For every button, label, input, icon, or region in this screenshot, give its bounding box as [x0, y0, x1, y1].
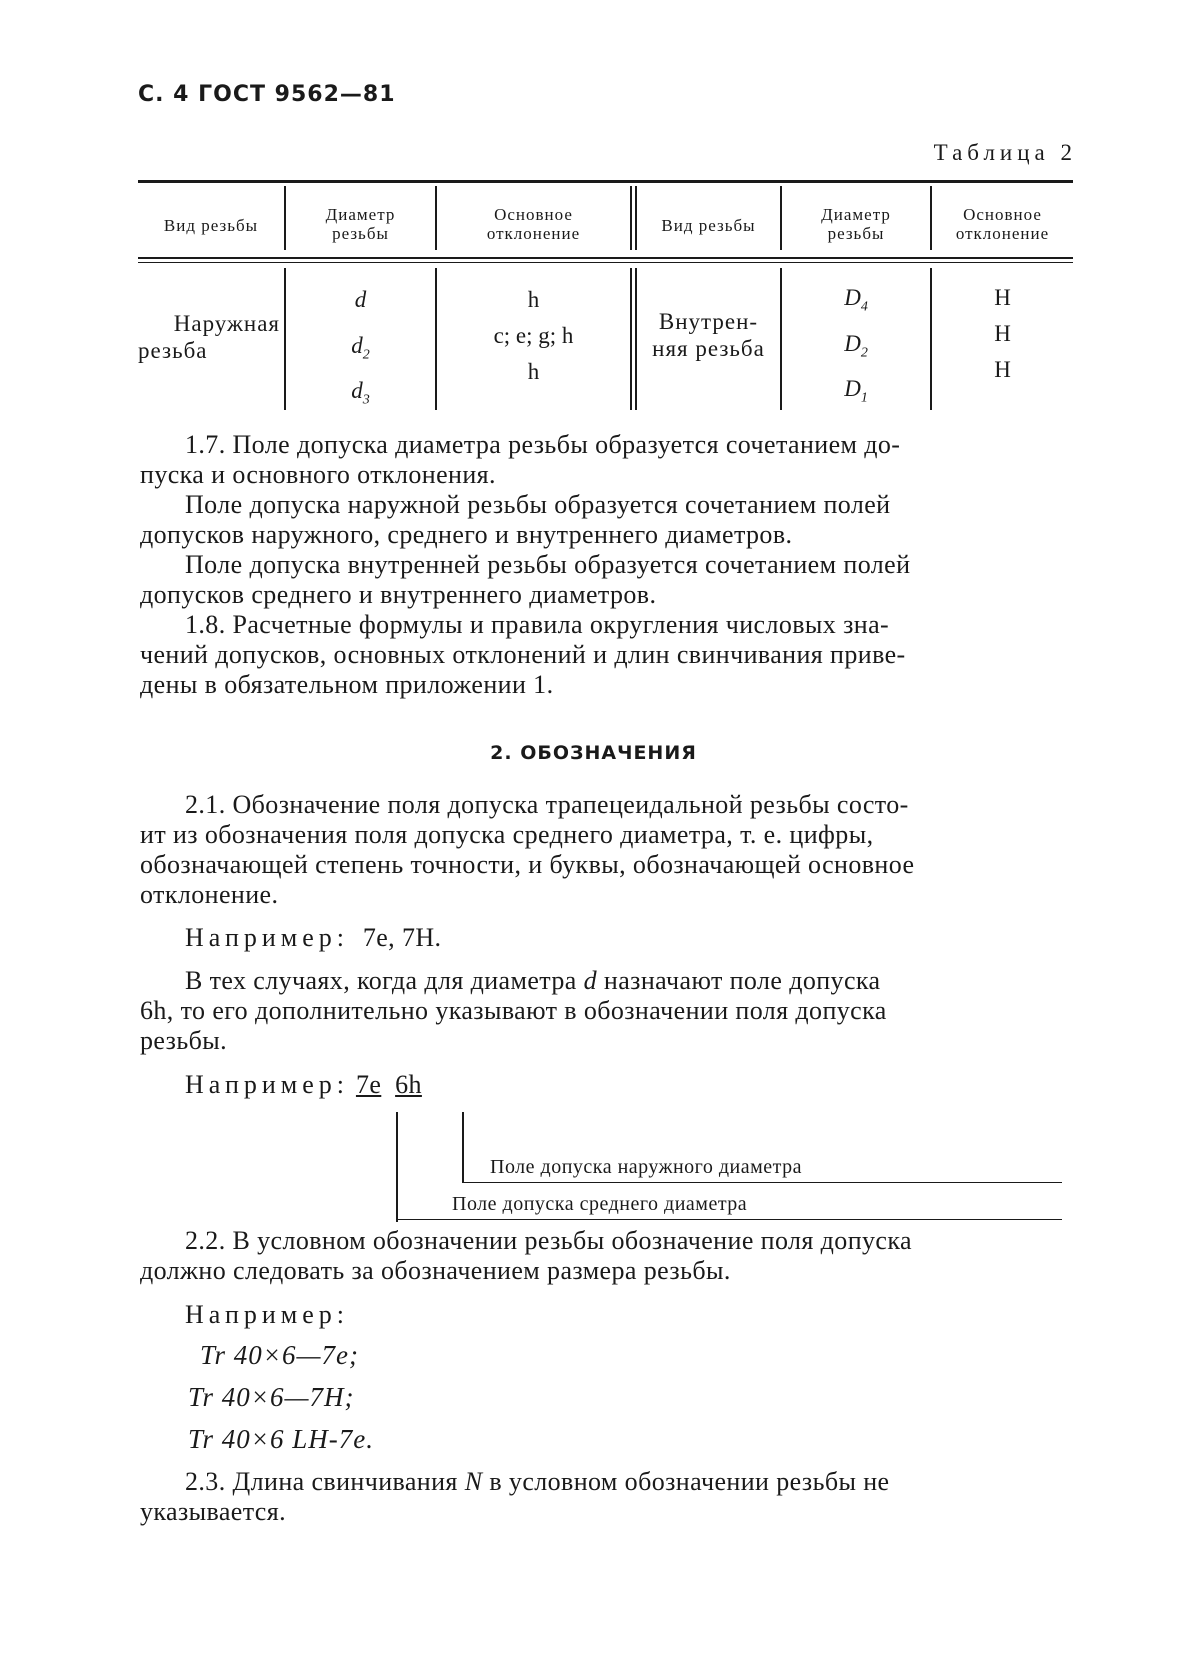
diameter-D1: $D_1$	[844, 376, 868, 406]
para-2-3-line: указывается.	[140, 1497, 287, 1526]
para-2-1-line: отклонение.	[140, 880, 279, 909]
header-text: Основное	[963, 205, 1042, 224]
cell-text: резьба	[138, 338, 208, 363]
header-text: Диаметр	[325, 205, 396, 224]
para-2-2-line: должно следовать за обозначением размера резьбы.	[140, 1256, 731, 1285]
section-heading: 2. ОБОЗНАЧЕНИЯ	[490, 742, 697, 764]
para-2-1-line: 2.1. Обозначение поля допуска трапецеидальной резьбы состо-	[185, 790, 909, 819]
para-internal-line: Поле допуска внутренней резьбы образуется сочетанием полей	[185, 550, 911, 579]
example-label: Например:	[185, 923, 350, 952]
example-3-label: Например:	[185, 1300, 350, 1329]
formula-1: Tr 40×6—7e;	[200, 1340, 359, 1370]
formula-3: Tr 40×6 LH-7e.	[188, 1424, 374, 1454]
cell-text: Наружная	[173, 311, 280, 336]
diameter-d2: $d_2$	[351, 332, 370, 363]
leader-middle-horizontal	[396, 1219, 1062, 1220]
header-vid-2	[637, 216, 780, 235]
text-span: В тех случаях, когда для диаметра	[185, 966, 577, 995]
leader-middle-vertical	[396, 1112, 398, 1222]
header-text: отклонение	[955, 224, 1050, 243]
text-span: 2.3. Длина свинчивания	[185, 1467, 458, 1496]
para-2-1-line: ит из обозначения поля допуска среднего диаметра, т. е. цифры,	[140, 820, 874, 849]
cell-text: c; e; g; h	[493, 323, 574, 348]
leader-outer-vertical	[462, 1112, 464, 1182]
header-deviation-1	[437, 205, 630, 243]
label-middle-diameter: Поле допуска среднего диаметра	[452, 1193, 748, 1215]
example-label: Например:	[185, 1070, 350, 1099]
header-text: Диаметр	[821, 205, 891, 224]
example-7e: 7e	[355, 1070, 382, 1099]
cell-text: Внутрен-	[658, 309, 759, 334]
header-deviation-2	[932, 205, 1073, 243]
tolerance-table	[138, 180, 1073, 410]
variable-d: d	[583, 966, 598, 995]
example-6h: 6h	[395, 1070, 422, 1099]
para-2-3-line	[185, 1467, 890, 1497]
variable-N: N	[464, 1467, 483, 1496]
table-top-rule	[138, 180, 1073, 183]
page-header: С. 4 ГОСТ 9562—81	[138, 82, 396, 107]
table-caption: Таблица 2	[933, 140, 1077, 165]
header-text: отклонение	[486, 224, 581, 243]
para-internal-line: допусков среднего и внутреннего диаметров.	[140, 580, 657, 609]
cell-text: H	[994, 357, 1011, 382]
header-text: резьбы	[332, 224, 389, 243]
leader-outer-horizontal	[462, 1182, 1062, 1183]
diameter-d3: $d_3$	[351, 378, 370, 408]
header-diameter-1	[286, 205, 435, 243]
formula-2: Tr 40×6—7H;	[188, 1382, 355, 1412]
diameter-d: d	[354, 287, 367, 312]
header-text: резьбы	[827, 224, 885, 243]
para-d-line: резьбы.	[140, 1026, 227, 1055]
para-1-8-line: дены в обязательном приложении 1.	[140, 670, 554, 699]
para-external-line: Поле допуска наружной резьбы образуется сочетанием полей	[185, 490, 891, 519]
cell-diameters-int	[782, 280, 930, 417]
example-value: 7e, 7H.	[362, 923, 442, 952]
table-header-rule	[138, 257, 1073, 259]
cell-internal-thread	[637, 308, 780, 362]
cell-text: няя резьба	[652, 336, 765, 361]
cell-external-thread	[138, 310, 280, 364]
example-1	[185, 923, 441, 953]
cell-text: h	[527, 287, 540, 312]
cell-deviations-int	[932, 280, 1073, 388]
header-vid-1	[138, 216, 284, 235]
tolerance-diagram	[380, 1065, 1080, 1225]
cell-diameters-ext	[286, 282, 435, 419]
col-divider	[630, 186, 632, 250]
diameter-D4: $D_4$	[844, 285, 868, 315]
cell-text: H	[994, 321, 1011, 346]
header-text: Вид резьбы	[661, 216, 756, 235]
para-d-line	[185, 966, 880, 996]
header-text: Вид резьбы	[163, 216, 259, 235]
para-1-7-line: 1.7. Поле допуска диаметра резьбы образуется сочетанием до-	[185, 430, 901, 459]
para-1-8-line: чений допусков, основных отклонений и длин свинчивания приве-	[140, 640, 906, 669]
label-outer-diameter: Поле допуска наружного диаметра	[490, 1156, 803, 1178]
cell-deviations-ext	[437, 282, 630, 390]
para-external-line: допусков наружного, среднего и внутреннего диаметров.	[140, 520, 793, 549]
para-d-line: 6h, то его дополнительно указывают в обозначении поля допуска	[140, 996, 887, 1025]
para-2-2-line: 2.2. В условном обозначении резьбы обозначение поля допуска	[185, 1226, 912, 1255]
para-2-1-line: обозначающей степень точности, и буквы, обозначающей основное	[140, 850, 915, 879]
col-divider	[630, 268, 632, 410]
cell-text: H	[994, 285, 1011, 310]
para-1-8-line: 1.8. Расчетные формулы и правила округления числовых зна-	[185, 610, 890, 639]
cell-text: h	[527, 359, 540, 384]
header-text: Основное	[494, 205, 573, 224]
para-1-7-line: пуска и основного отклонения.	[140, 460, 496, 489]
header-diameter-2	[782, 205, 930, 243]
table-header-rule-2	[138, 262, 1073, 263]
diameter-D2: $D_2$	[844, 330, 868, 361]
text-span: назначают поле допуска	[603, 966, 881, 995]
text-span: в условном обозначении резьбы не	[489, 1467, 890, 1496]
